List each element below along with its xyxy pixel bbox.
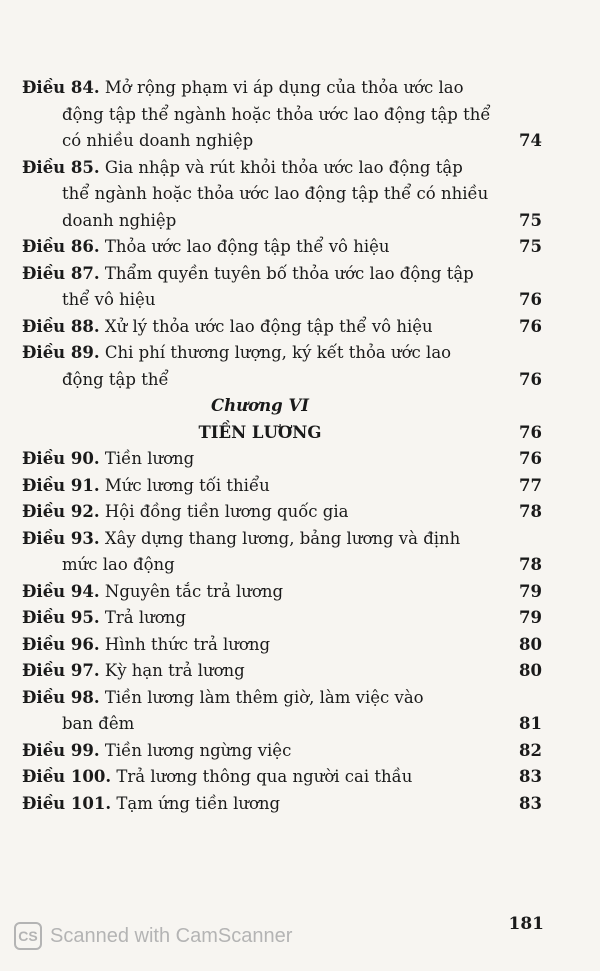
chapter-page-number: 76: [519, 422, 542, 442]
article-number: Điều 84.: [22, 78, 100, 97]
article-title: Hình thức trả lương: [99, 634, 271, 654]
toc-entry-title: [22, 75, 498, 102]
article-number: Điều 92.: [22, 502, 100, 521]
toc-entry-page-number: 80: [519, 661, 542, 680]
article-number: Điều 95.: [22, 608, 100, 627]
article-number: Điều 93.: [22, 528, 100, 548]
toc-entry: [22, 579, 542, 606]
toc-entry-page-number: 78: [519, 555, 542, 574]
toc-entry-page-number: 76: [519, 449, 542, 468]
toc-entry-title-continuation: động tập thể ngành hoặc thỏa ước lao động tập thể: [62, 104, 491, 124]
toc-entry-title-continuation: thể vô hiệu: [62, 290, 156, 309]
toc-entry: [22, 155, 542, 235]
toc-entry: [22, 658, 542, 685]
toc-entry-page-number: 83: [519, 793, 542, 813]
toc-entry-page-number: 79: [519, 581, 542, 601]
article-number: Điều 89.: [22, 343, 100, 362]
toc-entry: [22, 526, 542, 579]
toc-entry-page-number: 81: [519, 714, 542, 733]
toc-entry-page-number: 74: [519, 131, 542, 150]
camscanner-logo-icon: CS: [14, 922, 42, 950]
toc-entry: [22, 738, 542, 765]
toc-entry-title: [22, 526, 498, 553]
toc-entry-page-number: 75: [519, 210, 542, 230]
article-title: Mức lương tối thiểu: [99, 475, 270, 495]
article-number: Điều 99.: [22, 740, 100, 760]
article-number: Điều 88.: [22, 316, 100, 336]
article-title: Xử lý thỏa ước lao động tập thể vô hiệu: [99, 316, 433, 336]
article-title: Hội đồng tiền lương quốc gia: [99, 502, 349, 521]
toc-entry-title: [22, 314, 498, 341]
toc-entry: [22, 764, 542, 791]
toc-entry-title-continuation: có nhiều doanh nghiệp: [62, 131, 254, 150]
article-number: Điều 101.: [22, 793, 112, 813]
toc-entry-title-continuation: động tập thể: [62, 369, 169, 389]
toc-entry-title: [22, 473, 498, 500]
article-title: Nguyên tắc trả lương: [99, 581, 284, 601]
toc-entry: [22, 314, 542, 341]
toc-entry-title-continuation: doanh nghiệp: [62, 210, 177, 230]
article-number: Điều 100.: [22, 767, 112, 786]
article-number: Điều 97.: [22, 661, 100, 680]
toc-entry-title: [22, 632, 498, 659]
toc-entry-title: [22, 234, 498, 261]
article-title: Trả lương: [99, 608, 186, 627]
toc-entry: [22, 791, 542, 818]
toc-entry-page-number: 83: [519, 767, 542, 786]
article-title: Tiền lương ngừng việc: [99, 740, 292, 760]
toc-entry-page-number: 79: [519, 608, 542, 627]
toc-entry-page-number: 78: [519, 502, 542, 521]
watermark-text: Scanned with CamScanner: [50, 924, 293, 947]
toc-entry-page-number: 75: [519, 237, 542, 256]
toc-entry-title: [22, 499, 498, 526]
toc-entry-title: [22, 791, 498, 818]
toc-entry-page-number: 77: [519, 475, 542, 495]
article-title: Mở rộng phạm vi áp dụng của thỏa ước lao: [99, 78, 464, 97]
toc-entries-chapter-v: [22, 75, 542, 393]
toc-entry-title: [22, 685, 498, 712]
article-number: Điều 85.: [22, 157, 100, 177]
toc-entry-title: [22, 764, 498, 791]
toc-entry: [22, 340, 542, 393]
toc-entry-title: [22, 738, 498, 765]
toc-entry: [22, 261, 542, 314]
toc-entry-title: [22, 446, 498, 473]
article-title: Trả lương thông qua người cai thầu: [111, 767, 413, 786]
toc-entry: [22, 473, 542, 500]
article-number: Điều 96.: [22, 634, 100, 654]
article-title: Thỏa ước lao động tập thể vô hiệu: [99, 237, 390, 256]
toc-entry-title-continuation: mức lao động: [62, 555, 175, 574]
toc-entry-title-continuation: thể ngành hoặc thỏa ước lao động tập thể có nhiều: [62, 184, 489, 203]
article-title: Thẩm quyền tuyên bố thỏa ước lao động tập: [99, 263, 474, 283]
article-title: Chi phí thương lượng, ký kết thỏa ước lao: [99, 343, 452, 362]
article-number: Điều 87.: [22, 263, 100, 283]
article-title: Gia nhập và rút khỏi thỏa ước lao động tập: [99, 157, 463, 177]
toc-entry-page-number: 76: [519, 316, 542, 336]
toc-entry: [22, 75, 542, 155]
toc-entry-title: [22, 261, 498, 288]
article-number: Điều 86.: [22, 237, 100, 256]
toc-entry-title: [22, 155, 498, 182]
toc-entry-page-number: 80: [519, 634, 542, 654]
toc-entry: [22, 499, 542, 526]
page-number: 181: [508, 914, 544, 934]
toc-entry-page-number: 82: [519, 740, 542, 760]
article-title: Kỳ hạn trả lương: [99, 661, 245, 680]
toc-entry: [22, 685, 542, 738]
toc-entry: [22, 605, 542, 632]
article-number: Điều 98.: [22, 687, 100, 707]
article-number: Điều 91.: [22, 475, 100, 495]
toc-entry: [22, 234, 542, 261]
table-of-contents: [22, 75, 542, 817]
toc-entry-title: [22, 658, 498, 685]
toc-entry-title-continuation: ban đêm: [62, 714, 135, 733]
toc-entry-title: [22, 605, 498, 632]
camscanner-watermark: [14, 922, 292, 950]
chapter-heading: [22, 393, 542, 446]
toc-entry-page-number: 76: [519, 369, 542, 389]
article-title: Tạm ứng tiền lương: [111, 793, 281, 813]
chapter-label: Chương VI: [211, 396, 309, 415]
toc-entry-title: [22, 340, 498, 367]
article-title: Tiền lương: [99, 449, 195, 468]
article-title: Tiền lương làm thêm giờ, làm việc vào: [99, 687, 424, 707]
toc-entry-title: [22, 579, 498, 606]
toc-entries-chapter-vi: [22, 446, 542, 817]
toc-entry: [22, 632, 542, 659]
article-number: Điều 90.: [22, 449, 100, 468]
toc-entry-page-number: 76: [519, 290, 542, 309]
toc-entry: [22, 446, 542, 473]
chapter-title: TIỀN LƯƠNG: [198, 422, 322, 442]
article-title: Xây dựng thang lương, bảng lương và định: [99, 528, 461, 548]
article-number: Điều 94.: [22, 581, 100, 601]
